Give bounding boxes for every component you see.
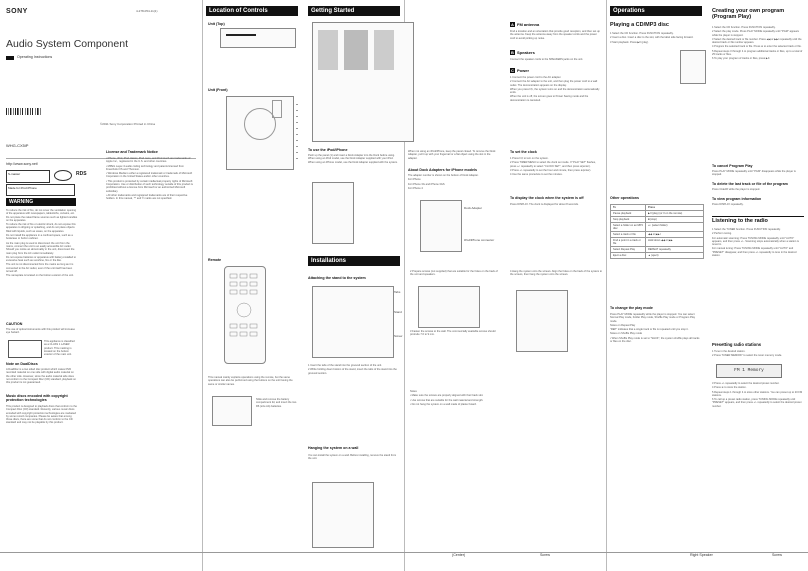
music-discs-heading: Music discs encoded with copyright protection technologies bbox=[6, 394, 68, 402]
screw-diagram bbox=[418, 286, 480, 328]
left-speaker bbox=[318, 30, 338, 70]
music-discs-text: This product is designed to playback discs that conform to the Compact Disc (CD) standard. Recently, various music discs encoded with copyright protection technologies are marketed by some record companies. Please be aware that among those discs, there are some that do not conform to the CD standard and may not be playable by this product. bbox=[6, 405, 77, 425]
power-heading: C Power bbox=[511, 68, 530, 73]
getting-started-header: Getting Started bbox=[308, 6, 400, 16]
presetting-steps: 3 Press +/- repeatedly to select the desired preset number. 4 Press ⊕ to store the station. 5 Repeat steps 1 through 4 to store other stations. You can preset up to 20 FM stations. 6 To call up a preset radio station, press TUNING MODE repeatedly until "PRESET" appears, and then press +/- repeatedly to select the desired preset number. bbox=[712, 382, 803, 408]
fm-antenna-text: Find a location and an orientation that provide good reception, and then set up the antenna. Keep the antenna away from the speaker cords and the power cord to avoid picking up noise. bbox=[510, 30, 600, 40]
adapter-2: For iPhone 3G and iPhone 3GS bbox=[408, 182, 445, 186]
create-program-text: 1 Select the CD function. Press FUNCTION repeatedly. 2 Select the play mode. Press PLAY MODE repeatedly until "PGM" appears while the player is stopped. 3 Select the desired track or file number. Press ◀◀ or ▶▶I repeatedly until the desired track or file number appears. 4 Program the selected track or file. Press ⊕ to enter the selected track or file. 5 Repeat steps 3 through 4 to program additional tracks or files, up to a total of 25 tracks or files. 6 To play your program of tracks or files, press ▶II. bbox=[712, 26, 803, 61]
unit-top-button-row bbox=[226, 34, 256, 36]
unit-top-label: Unit (Top) bbox=[208, 22, 225, 26]
listening-radio-heading: Listening to the radio bbox=[712, 218, 768, 224]
install-step-2: 2 Prepare screws (not supplied) that are suitable for the holes on the back of the unit and speakers. bbox=[410, 270, 498, 277]
table-row: Select Repeat Play REPEAT repeatedly bbox=[611, 247, 704, 253]
set-clock-text: 1 Press I/⏻ to turn on the system. 2 Press TIMER MENU to select the clock set mode. If "PLAY SET" flashes, press +/- repeatedly to select "CLOCK SET", and then press ⊕(enter). 3 Press +/- repeatedly to set the hour and minute, then press ⊕(enter). 4 Use the same procedure to set the minutes. bbox=[510, 157, 596, 177]
speakers-text: Connect the speaker cords to the SPEAKERS jacks on the unit. bbox=[510, 58, 584, 61]
connector-label: iPod/iPhone connector bbox=[464, 238, 495, 242]
table-row: Find a point in a track or file Hold down ◀◀ or ▶▶ bbox=[611, 238, 704, 247]
playing-cd-heading: Playing a CD/MP3 disc bbox=[610, 22, 669, 28]
part-number: 4-278-054-11(1) bbox=[136, 9, 158, 13]
delete-track-heading: To delete the last track or file of the program bbox=[712, 182, 788, 186]
operations-table bbox=[610, 204, 704, 259]
brand-logo: SONY bbox=[6, 8, 28, 15]
adapter-3: For iPhone 4 bbox=[408, 186, 423, 190]
instructions-label: Operating Instructions bbox=[17, 55, 53, 59]
table-row: Pause playback ▶II (play) (or II on the remote) bbox=[611, 211, 704, 217]
playing-cd-text: 1 Select the CD function. Press FUNCTION repeatedly. 2 Insert a disc. Insert a disc to the slot, with the label side facing forward. 3 Start playback. Press ▶II (play). bbox=[610, 32, 694, 44]
table-row: Eject a disc ▲ (eject) bbox=[611, 253, 704, 259]
table-row: Select a folder on an MP3 disc +/- (select folder) bbox=[611, 223, 704, 232]
lang-badge bbox=[6, 56, 14, 60]
view-info-text: Press DISPLAY repeatedly. bbox=[712, 203, 744, 206]
laser-text: This appliance is classified as a CLASS 1 LASER product. This marking is located on the bottom exterior of the main unit. bbox=[44, 340, 75, 357]
presetting-text: 1 Tune in the desired station. 2 Press TUNER MEMORY to select the tuner memory mode. bbox=[712, 350, 783, 358]
display-clock-heading: To display the clock when the system is off bbox=[510, 196, 584, 200]
speakers-heading: B Speakers bbox=[511, 50, 535, 55]
change-mode-text: Press PLAY MODE repeatedly while the player is stopped. You can select Normal Play mode, Folder Play mode, Shuffle Play mode or Program Play mode. Notes on Repeat Play "REP" indicates that a single track or file is repeated until you stop it. Notes on Shuffle Play mode • When Shuffle Play mode is set to "SHUF", the system shuffle plays all tracks or files on the disc. bbox=[610, 313, 700, 344]
presetting-heading: Presetting radio stations bbox=[712, 342, 762, 347]
url: http://www.sony.net/ bbox=[6, 162, 38, 166]
stand-label: Stand bbox=[394, 310, 402, 314]
unit-top-diagram bbox=[220, 28, 296, 48]
dualdisc-text: A DualDisc is a two sided disc product which mates DVD recorded material on one side with digital audio material on the other side. However, since the audio material side does not conform to the Compact Disc (CD) standard, playback on this product is not guaranteed. bbox=[6, 368, 77, 385]
hanging-heading: Hanging the system on a wall bbox=[308, 446, 359, 450]
use-ipod-text-2: When not using an iPod/iPhone, keep the panel closed. To remove the Dock Adapter, pull it up with your fingernail or a flat object using the slot in the adapter. bbox=[408, 150, 496, 160]
caution-heading: CAUTION bbox=[6, 322, 23, 326]
s-master-logo: S-master bbox=[6, 170, 50, 183]
copyright: ©2011 Sony Corporation Printed in China bbox=[100, 122, 156, 126]
remote-text: This manual mainly explains operations using the remote, but the same operations can also be performed using the buttons on the unit having the same or similar names. bbox=[208, 376, 293, 386]
warning-heading: WARNING bbox=[6, 198, 76, 206]
wall-diagram bbox=[312, 482, 374, 548]
callout-lines bbox=[296, 104, 298, 164]
cancel-program-heading: To cancel Program Play bbox=[712, 164, 753, 168]
product-title: Audio System Component bbox=[6, 38, 128, 50]
use-ipod-heading: To use the iPod/iPhone bbox=[308, 148, 348, 152]
about-dock-text: The adapter number is shown on the bottom of Dock Adapter. For iPhone For iPhone 3G and iPhone 3GS For iPhone 4 bbox=[408, 174, 479, 190]
cancel-program-text: Press PLAY MODE repeatedly until "PGM" disappears while the player is stopped. bbox=[712, 170, 796, 177]
power-text: 1 Connect the power cord to the AC adapter. 2 Connect the AC adapter to the unit, and then plug the power cord to a wall outlet. The demonstration appears on the display. When you press I/⏻, the system turns on and the demonstration automatically ends. When the unit is off, the screen goes to Power Saving mode and the demonstration is canceled. bbox=[510, 76, 600, 102]
screw-label: Screw bbox=[394, 334, 403, 338]
create-program-heading: Creating your own program (Program Play) bbox=[712, 8, 785, 20]
fm-antenna-heading: A FM antenna bbox=[511, 22, 540, 27]
rds-logo: RDS bbox=[76, 171, 87, 177]
model-number: WHG-CX5iP bbox=[6, 143, 29, 148]
attach-stand-heading: Attaching the stand to the system bbox=[308, 276, 366, 280]
location-header: Location of Controls bbox=[206, 6, 298, 16]
barcode bbox=[6, 108, 101, 118]
dualdisc-heading: Note on DualDiscs bbox=[6, 362, 38, 366]
dock-adapter-label: Dock Adapter bbox=[464, 206, 483, 210]
delete-track-text: Press CLEAR while the player is stopped. bbox=[712, 188, 761, 191]
fold-line bbox=[606, 0, 607, 571]
footer-line bbox=[0, 552, 808, 553]
footer-screw-label-2: Screw bbox=[772, 553, 782, 557]
license-heading: License and Trademark Notice bbox=[106, 150, 158, 154]
hang-diagram bbox=[516, 290, 568, 352]
battery-text: Slide and remove the battery compartment lid, and insert the two R6 (size AA) batteries. bbox=[256, 398, 297, 408]
install-step-3: 3 Fasten the screws to the wall. The commercially available screws should protrude 7.6 to 9 mm. bbox=[410, 330, 496, 337]
footer-center-label: (Center) bbox=[452, 553, 466, 557]
adapter-diagram bbox=[420, 200, 462, 252]
radio-display: FM 1 Memory bbox=[716, 364, 782, 378]
change-mode-heading: To change the play mode bbox=[610, 306, 653, 310]
caution-text: The use of optical instruments with this product will increase eye hazard. bbox=[6, 328, 75, 335]
install-step-4: 4 Hang the system onto the screws. Align the holes on the back of the system to the screws, then hang the system onto the screws. bbox=[510, 270, 602, 277]
stand-diagram bbox=[312, 286, 394, 358]
stand-steps: 1 Insert the tabs of the stand into the grooved section of the unit. 2 While holding down bottom of the stand, insert the tabs of the stand into the grooved section. bbox=[308, 364, 397, 375]
table-header: To bbox=[611, 205, 646, 211]
dock-diagram bbox=[312, 182, 354, 244]
dock-slot bbox=[272, 100, 282, 118]
unit-front-label: Unit (Front) bbox=[208, 88, 228, 92]
made-for-ipod-logo: Made for iPod iPhone bbox=[6, 184, 75, 196]
about-dock-heading: About Dock Adapters for iPhone models bbox=[408, 168, 477, 172]
display-clock-text: Press DISPLAY. The clock is displayed for about 8 seconds. bbox=[510, 203, 579, 206]
set-clock-heading: To set the clock bbox=[510, 150, 537, 154]
table-header: Press bbox=[646, 205, 704, 211]
disc-logo bbox=[54, 170, 72, 181]
table-row: Stop playback ■ (stop) bbox=[611, 217, 704, 223]
footer-right-speaker: Right Speaker bbox=[690, 553, 713, 557]
disc-slot-diagram bbox=[680, 50, 706, 84]
footer-screw-label: Screw bbox=[540, 553, 550, 557]
other-ops-heading: Other operations bbox=[610, 196, 639, 200]
warning-text: To reduce the risk of fire, do not cover the ventilation opening of the apparatus with newspapers, tablecloths, curtains, etc. Do not place the naked flame sources such as lighted candles on the apparatus. To reduce the risk of fire or electric shock, do not expose this apparatus to dripping or splashing, and do not place objects filled with liquids, such as vases, on the apparatus. Do not install the appliance in a confined space, such as a bookcase or built-in cabinet. As the main plug is used to disconnect the unit from the mains, connect the unit to an easily accessible AC outlet. Should you notice an abnormality in the unit, disconnect the main plug from the AC outlet immediately. Do not expose batteries or apparatus with battery-installed to excessive heat such as sunshine, fire or the like. The unit is not disconnected from the mains as long as it is connected to the AC outlet, even if the unit itself has been turned off. The nameplate is located on the bottom exterior of the unit. bbox=[6, 209, 78, 278]
remote-buttons bbox=[228, 272, 260, 356]
fold-line bbox=[202, 0, 203, 571]
operations-header: Operations bbox=[610, 6, 702, 16]
use-ipod-text: Push up the panel (1) and insert a Dock Adapter into the Dock before using. When using an iPod model, use the Dock Adapter supplied with your iPod. When using an iPhone model, use the Dock Adapter supplied with the system. bbox=[308, 154, 398, 164]
install-notes: Notes • Make sure the screws are properly aligned with their back slot. • Use screws that are suitable for the wall material and strength. • Do not hang the system on a wall made of plaster board. bbox=[410, 390, 484, 406]
right-speaker bbox=[374, 30, 394, 70]
adapter-1: For iPhone bbox=[408, 178, 421, 182]
table-row: Select a track or file ◀◀ or ▶▶I bbox=[611, 232, 704, 238]
remote-label: Remote bbox=[208, 258, 222, 262]
tabs-label: Tabs bbox=[394, 290, 401, 294]
installations-header: Installations bbox=[308, 256, 400, 266]
main-unit bbox=[344, 30, 368, 70]
battery-diagram bbox=[212, 396, 252, 426]
license-text: • iPhone, iPod, iPod classic, iPod nano, and iPod touch are trademarks of Apple Inc., registered in the U.S. and other countries. • MPEG Layer-3 audio coding technology and patents licensed from Fraunhofer IIS and Thomson. • Windows Media is either a registered trademark or trademark of Microsoft Corporation in the United States and/or other countries. • This product is protected by certain intellectual property rights of Microsoft Corporation. Use or distribution of such technology outside of this product is prohibited without a license from Microsoft or an authorized Microsoft subsidiary. • All other trademarks and registered trademarks are of their respective holders. In this manual, ™ and ® marks are not specified. bbox=[106, 157, 193, 201]
view-info-heading: To view program information bbox=[712, 197, 762, 201]
divider bbox=[712, 216, 804, 217]
laser-label bbox=[8, 340, 42, 358]
listening-radio-text: 1 Select the TUNER function. Press FUNCTION repeatedly. 2 Perform tuning. For automatic scanning: Press TUNING MODE repeatedly until "AUTO" appears, and then press +/-. Scanning stops automatically when a station is tuned in. For manual tuning: Press TUNING MODE repeatedly until "AUTO" and "PRESET" disappear, and then press +/- repeatedly to tune in the desired station. bbox=[712, 228, 799, 258]
hanging-text: You can install the system on a wall. Before installing, remove the stand from the unit. bbox=[308, 454, 397, 461]
